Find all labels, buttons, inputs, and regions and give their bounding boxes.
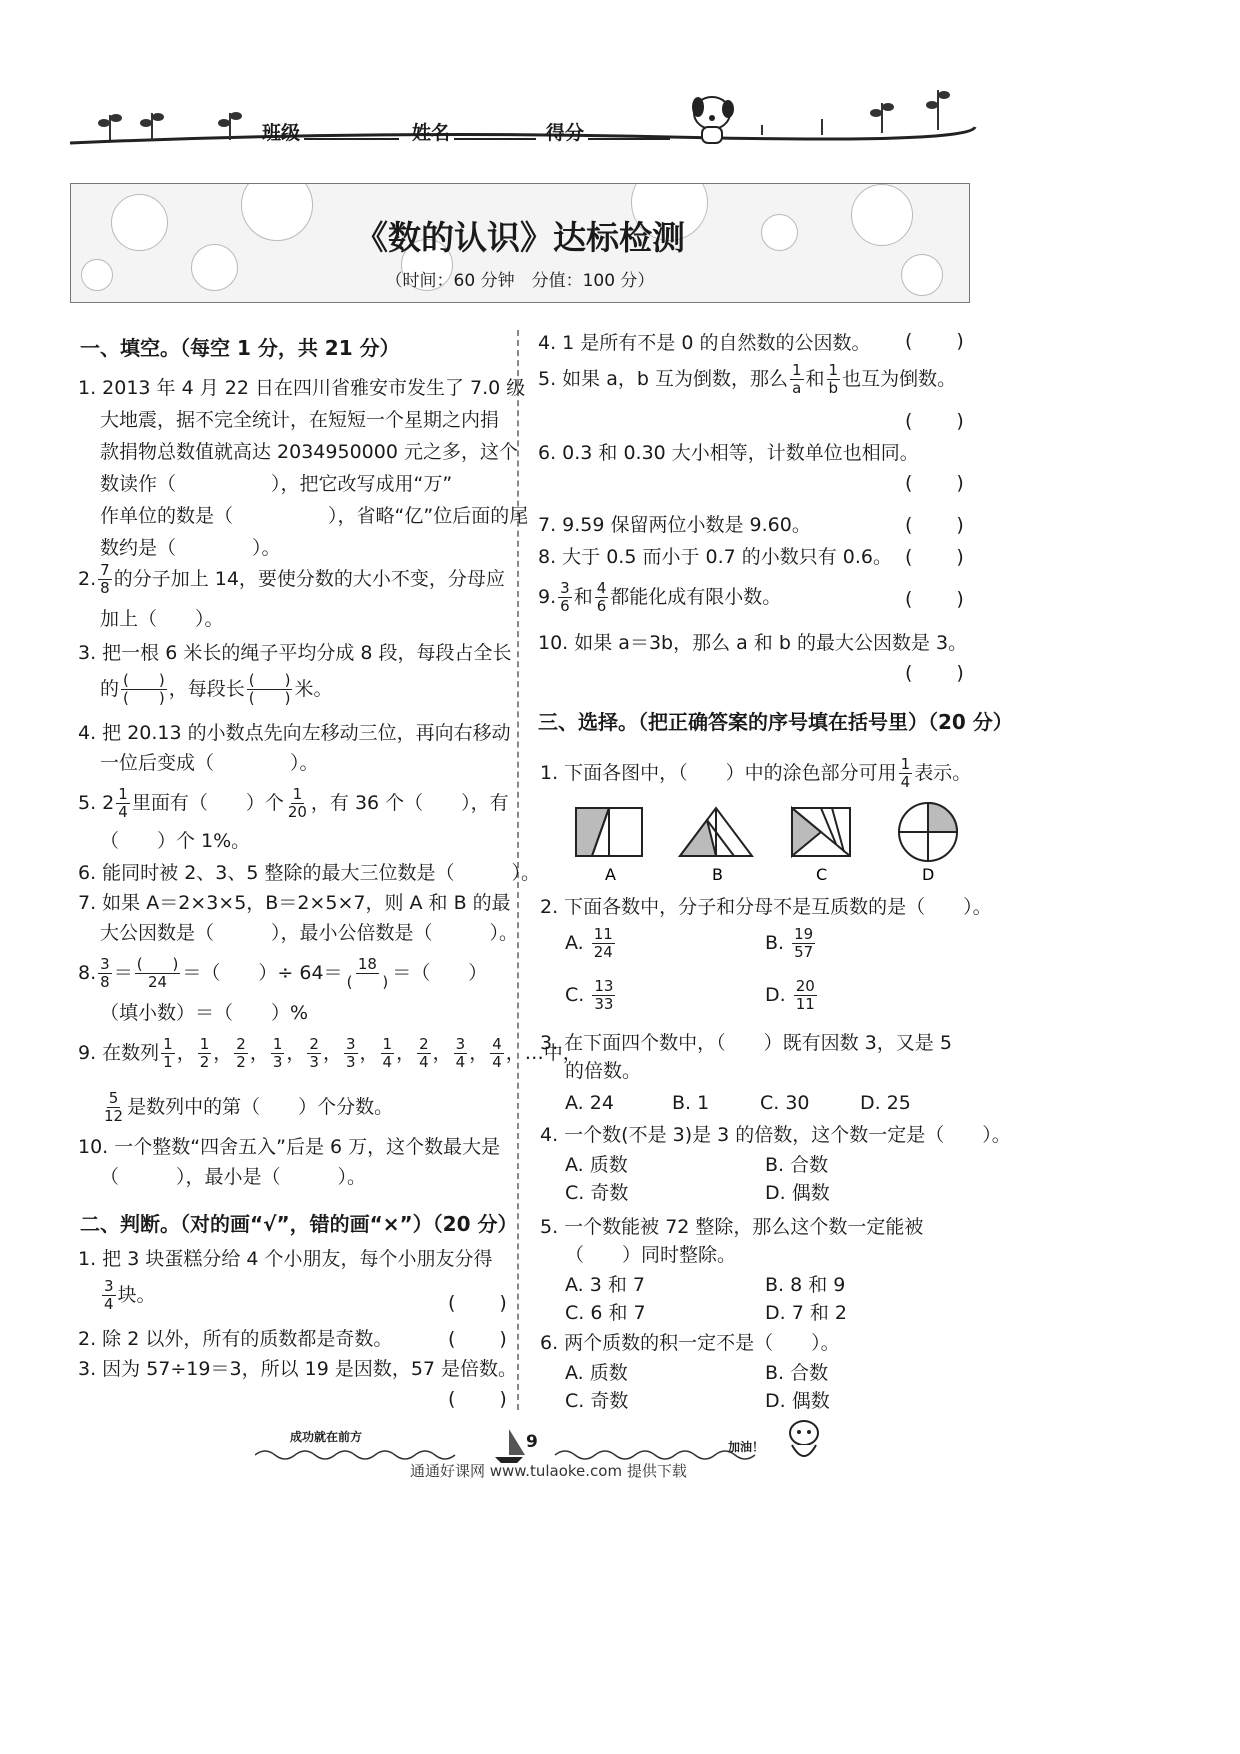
mc-option[interactable]: D. 7 和 2 — [765, 1302, 847, 1324]
question-5-cont: （ ）个 1%。 — [100, 830, 251, 852]
fraction: $\frac{7}{8}$ — [100, 561, 110, 597]
figure-label: D — [922, 865, 935, 884]
sequence-fraction: $\frac{3}{3}$ — [345, 1035, 356, 1071]
sequence-fraction: $\frac{2}{3}$ — [309, 1035, 319, 1071]
question-9: 9. 在数列 $\frac{1}{1}$ ， $\frac{1}{2}$ ， $\frac{2}{2}$ ， $\frac{1}{3}$ ， $\frac{2}{3}$ ， $\frac{3}{3}$ ， $\frac{1}{4}$ ， $\frac{2}{4}$ ， $\frac{3}{4}$ ， $\frac{4}{4}$ ，…中， — [78, 1035, 582, 1071]
figure-label: B — [712, 865, 723, 884]
mc-option[interactable]: D. $\frac{20}{11}$ — [765, 977, 815, 1013]
sequence-fraction: $\frac{3}{4}$ — [455, 1035, 466, 1071]
sequence-fraction: $\frac{1}{1}$ — [163, 1035, 173, 1071]
figure-label: A — [605, 865, 616, 884]
figure-a — [576, 808, 642, 856]
tf-question-4: 4. 1 是所有不是 0 的自然数的公因数。 — [538, 332, 871, 354]
score-field[interactable] — [588, 118, 670, 140]
page-number: 9 — [526, 1432, 538, 1452]
answer-paren[interactable]: ( ) — [448, 1388, 509, 1410]
mc-question-5: 5. 一个数能被 72 整除，那么这个数一定能被 — [540, 1216, 924, 1238]
tf-question-2: 2. 除 2 以外，所有的质数都是奇数。 — [78, 1328, 393, 1350]
mc-question-5-cont: （ ）同时整除。 — [565, 1244, 737, 1266]
section-heading: 一、填空。（每空 1 分，共 21 分） — [80, 336, 400, 360]
question-8-cont: （填小数）＝（ ）% — [100, 1002, 309, 1024]
answer-paren[interactable]: ( ) — [448, 1292, 509, 1314]
question-5: 5. 2 $\frac{1}{4}$ 里面有（ ）个 $\frac{1}{20}$ ，有 36 个（ ），有 — [78, 785, 509, 821]
tf-question-1: 1. 把 3 块蛋糕分给 4 个小朋友，每个小朋友分得 — [78, 1248, 493, 1270]
sequence-fraction: $\frac{2}{2}$ — [236, 1035, 246, 1071]
sailboat-icon — [495, 1429, 525, 1463]
tf-question-7: 7. 9.59 保留两位小数是 9.60。 — [538, 514, 811, 536]
answer-paren[interactable]: ( ) — [905, 330, 966, 352]
answer-paren[interactable]: ( ) — [905, 472, 966, 494]
figure-b — [680, 808, 752, 856]
class-field[interactable] — [304, 118, 399, 140]
mc-option[interactable]: B. $\frac{19}{57}$ — [765, 925, 814, 961]
footer-cheer: 加油！ — [728, 1440, 765, 1454]
question-7-cont: 大公因数是（ ），最小公倍数是（ ）。 — [100, 922, 519, 944]
tf-question-6: 6. 0.3 和 0.30 大小相等，计数单位也相同。 — [538, 442, 919, 464]
answer-paren[interactable]: ( ) — [905, 514, 966, 536]
footer-slogan: 成功就在前方 — [290, 1430, 363, 1444]
tf-question-1-cont: $\frac{3}{4}$ 块。 — [104, 1277, 156, 1313]
mc-option[interactable]: B. 合数 — [765, 1362, 829, 1384]
question-1: 1. 2013 年 4 月 22 日在四川省雅安市发生了 7.0 级 大地震，据不完全统计，在短短一个星期之内捐 款捐物总数值就高达 2034950000 元之多，这个 数读作（ ），把它改写成用“万” 作单位的数是（ ），省略“亿”位后面的尾 数约是（ ）。 — [78, 377, 529, 559]
mc-option[interactable]: C. $\frac{13}{33}$ — [565, 977, 614, 1013]
mc-question-6: 6. 两个质数的积一定不是（ ）。 — [540, 1332, 840, 1354]
sequence-fraction: $\frac{2}{4}$ — [419, 1035, 429, 1071]
question-4: 4. 把 20.13 的小数点先向左移动三位，再向右移动 — [78, 722, 511, 744]
name-label: 姓名 — [412, 122, 451, 144]
tf-question-10: 10. 如果 a＝3b，那么 a 和 b 的最大公因数是 3。 — [538, 632, 968, 654]
figure-c — [792, 808, 850, 856]
class-label: 班级 — [262, 122, 301, 144]
question-4-cont: 一位后变成（ ）。 — [100, 752, 319, 774]
mc-option[interactable]: A. 24 — [565, 1092, 614, 1114]
tf-question-5: 5. 如果 a，b 互为倒数，那么 $\frac{1}{a}$ 和 $\frac{1}{b}$ 也互为倒数。 — [538, 361, 957, 397]
mc-option[interactable]: A. 质数 — [565, 1154, 628, 1176]
mc-question-2: 2. 下面各数中，分子和分母不是互质数的是（ ）。 — [540, 896, 992, 918]
mc-option[interactable]: B. 8 和 9 — [765, 1274, 846, 1296]
mc-option[interactable]: A. $\frac{11}{24}$ — [565, 925, 613, 961]
score-label: 得分 — [546, 122, 585, 144]
tf-question-9: 9. $\frac{3}{6}$ 和 $\frac{4}{6}$ 都能化成有限小数。 — [538, 579, 782, 615]
answer-paren[interactable]: ( ) — [448, 1328, 509, 1350]
answer-paren[interactable]: ( ) — [905, 662, 966, 684]
download-source: 通通好课网 www.tulaoke.com 提供下载 — [410, 1462, 687, 1480]
mc-question-1: 1. 下面各图中，（ ）中的涂色部分可用 $\frac{1}{4}$ 表示。 — [540, 755, 972, 791]
question-9-cont: $\frac{5}{12}$ 是数列中的第（ ）个分数。 — [104, 1089, 394, 1125]
mc-option[interactable]: C. 30 — [760, 1092, 810, 1114]
puppy-icon — [692, 97, 734, 143]
section-heading: 三、选择。（把正确答案的序号填在括号里）（20 分） — [538, 710, 1013, 734]
sequence-fraction: $\frac{1}{3}$ — [272, 1035, 283, 1071]
answer-paren[interactable]: ( ) — [905, 588, 966, 610]
tf-question-3: 3. 因为 57÷19＝3，所以 19 是因数，57 是倍数。 — [78, 1358, 518, 1380]
question-10: 10. 一个整数“四舍五入”后是 6 万，这个数最大是 — [78, 1136, 501, 1158]
answer-paren[interactable]: ( ) — [905, 410, 966, 432]
mc-option[interactable]: C. 奇数 — [565, 1182, 629, 1204]
question-6: 6. 能同时被 2、3、5 整除的最大三位数是（ ）。 — [78, 862, 541, 884]
page-title: 《数的认识》达标检测 — [355, 218, 685, 257]
mc-option[interactable]: D. 25 — [860, 1092, 911, 1114]
sequence-fraction: $\frac{1}{2}$ — [199, 1035, 210, 1071]
mc-question-4: 4. 一个数(不是 3)是 3 的倍数，这个数一定是（ ）。 — [540, 1124, 1011, 1146]
mascot-icon — [782, 1415, 827, 1470]
mc-option[interactable]: B. 合数 — [765, 1154, 829, 1176]
mc-option[interactable]: C. 6 和 7 — [565, 1302, 646, 1324]
figure-label: C — [816, 865, 828, 884]
mc-option[interactable]: D. 偶数 — [765, 1182, 830, 1204]
figure-d — [899, 803, 957, 861]
mc-option[interactable]: C. 奇数 — [565, 1390, 629, 1412]
mc-option[interactable]: A. 3 和 7 — [565, 1274, 645, 1296]
question-7: 7. 如果 A＝2×3×5，B＝2×5×7，则 A 和 B 的最 — [78, 892, 511, 914]
sequence-fraction: $\frac{4}{4}$ — [492, 1035, 502, 1071]
question-8: 8. $\frac{3}{8}$ ＝ $\frac{( )}{24}$ ＝（ ）÷ 64＝ $\frac{18}{( )}$ ＝（ ） — [78, 955, 488, 991]
mc-option[interactable]: A. 质数 — [565, 1362, 628, 1384]
question-2: 2. $\frac{7}{8}$ 的分子加上 14，要使分数的大小不变，分母应 — [78, 561, 505, 597]
page-subtitle: （时间：60 分钟 分值：100 分） — [385, 271, 655, 291]
title-banner — [70, 183, 970, 303]
section-heading: 二、判断。（对的画“√”，错的画“×”）（20 分） — [80, 1212, 518, 1236]
answer-paren[interactable]: ( ) — [905, 546, 966, 568]
question-3-cont: 的 $\frac{( )}{( )}$ ，每段长 $\frac{( )}{( )}$ 米。 — [100, 671, 333, 707]
question-10-cont: （ ），最小是（ ）。 — [100, 1166, 367, 1188]
tf-question-8: 8. 大于 0.5 而小于 0.7 的小数只有 0.6。 — [538, 546, 893, 568]
question-2-cont: 加上（ ）。 — [100, 608, 224, 630]
mc-question-3-cont: 的倍数。 — [565, 1060, 642, 1082]
question-3: 3. 把一根 6 米长的绳子平均分成 8 段，每段占全长 — [78, 642, 512, 664]
name-field[interactable] — [454, 118, 536, 140]
mc-option[interactable]: B. 1 — [672, 1092, 710, 1114]
mc-question-3: 3. 在下面四个数中，（ ）既有因数 3，又是 5 — [540, 1032, 952, 1054]
sequence-fraction: $\frac{1}{4}$ — [382, 1035, 393, 1071]
shape-figures — [570, 800, 970, 890]
mc-option[interactable]: D. 偶数 — [765, 1390, 830, 1412]
